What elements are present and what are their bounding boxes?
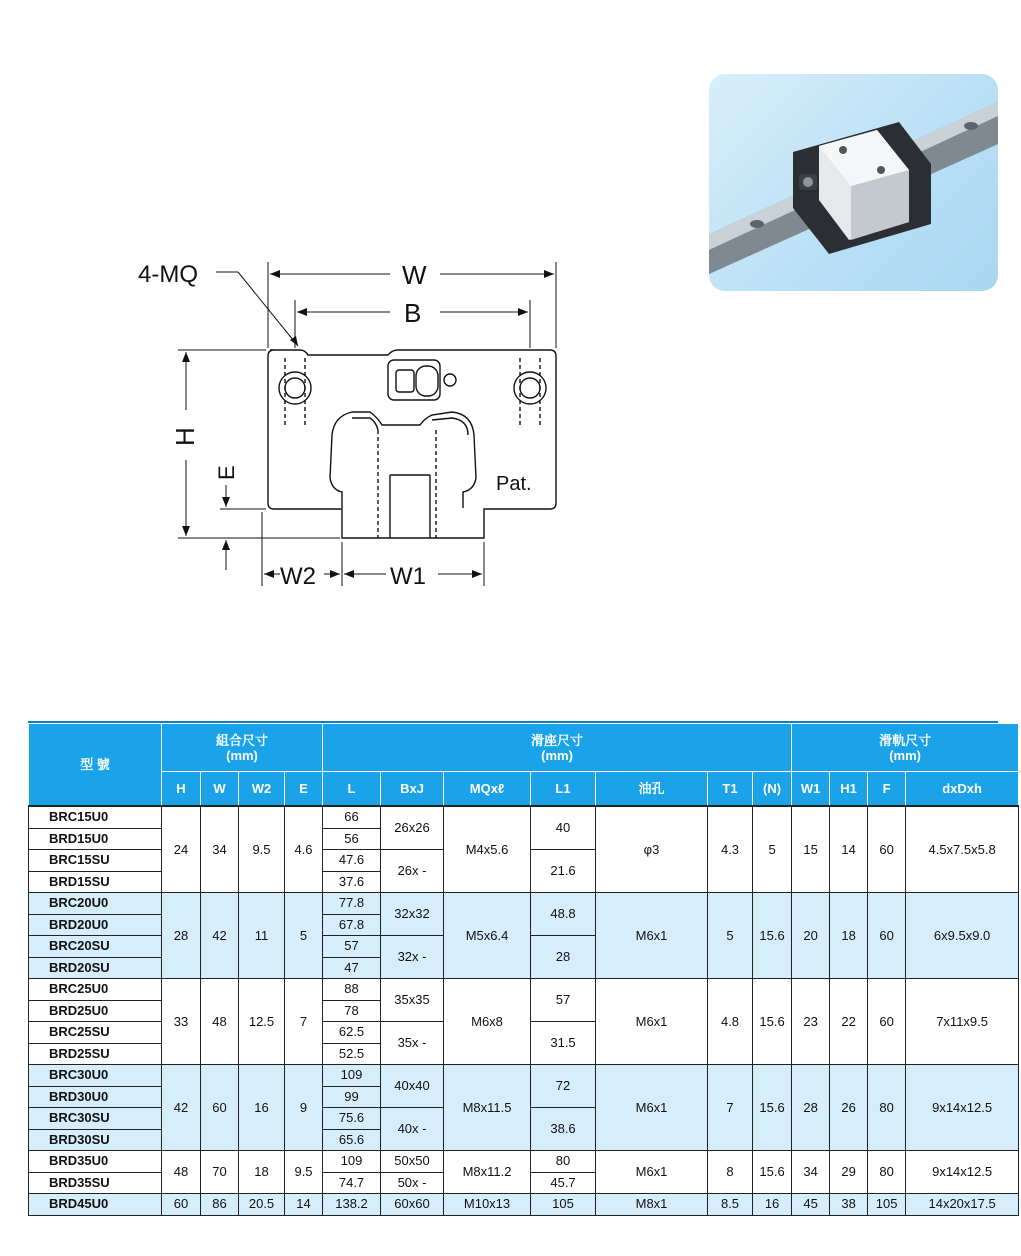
- cell-l: 47: [323, 957, 381, 979]
- cell-h: 24: [162, 806, 201, 893]
- cell-n: 15.6: [753, 1151, 792, 1194]
- table-row: [29, 893, 1019, 915]
- cell-l: 78: [323, 1000, 381, 1022]
- cell-h: 60: [162, 1194, 201, 1216]
- cell-bxj: 50x -: [381, 1172, 444, 1194]
- cell-l1: 48.8: [531, 893, 596, 936]
- cell-dxdxh: 9x14x12.5: [906, 1065, 1019, 1151]
- cell-l: 56: [323, 828, 381, 850]
- cell-bxj: 40x40: [381, 1065, 444, 1108]
- product-photo: [709, 74, 998, 291]
- cell-l: 37.6: [323, 871, 381, 893]
- label-pat: Pat.: [496, 473, 532, 495]
- cell-w: 48: [201, 979, 239, 1065]
- cell-t1: 7: [708, 1065, 753, 1151]
- cell-h: 42: [162, 1065, 201, 1151]
- model-cell: BRD15SU: [29, 871, 162, 893]
- header-col: L: [323, 772, 381, 807]
- cell-dxdxh: 7x11x9.5: [906, 979, 1019, 1065]
- cell-n: 16: [753, 1194, 792, 1216]
- cell-mq: M6x8: [444, 979, 531, 1065]
- cell-f: 80: [868, 1151, 906, 1194]
- header-col: W1: [792, 772, 830, 807]
- cell-w1: 23: [792, 979, 830, 1065]
- cell-h: 28: [162, 893, 201, 979]
- cell-w2: 18: [239, 1151, 285, 1194]
- cell-l1: 40: [531, 806, 596, 850]
- cell-oil-hole: M6x1: [596, 1065, 708, 1151]
- label-e: E: [214, 465, 239, 480]
- header-rail: 滑軌尺寸 (mm): [792, 724, 1019, 772]
- cell-bxj: 32x -: [381, 936, 444, 979]
- model-cell: BRD20SU: [29, 957, 162, 979]
- cell-e: 4.6: [285, 806, 323, 893]
- cell-mq: M8x11.5: [444, 1065, 531, 1151]
- cell-w: 60: [201, 1065, 239, 1151]
- header-col: H1: [830, 772, 868, 807]
- model-cell: BRD30SU: [29, 1129, 162, 1151]
- cell-w2: 11: [239, 893, 285, 979]
- cell-h: 33: [162, 979, 201, 1065]
- cell-oil-hole: M6x1: [596, 1151, 708, 1194]
- specification-table: [28, 723, 1019, 1216]
- cell-mq: M5x6.4: [444, 893, 531, 979]
- cell-l1: 21.6: [531, 850, 596, 893]
- cell-h1: 38: [830, 1194, 868, 1216]
- cell-l: 88: [323, 979, 381, 1001]
- model-cell: BRC25SU: [29, 1022, 162, 1044]
- bolt-left: [279, 372, 311, 404]
- cell-t1: 5: [708, 893, 753, 979]
- cell-l: 62.5: [323, 1022, 381, 1044]
- cell-dxdxh: 6x9.5x9.0: [906, 893, 1019, 979]
- header-model: 型 號: [29, 724, 162, 807]
- label-w2: W2: [280, 563, 316, 590]
- cell-l: 138.2: [323, 1194, 381, 1216]
- cell-mq: M10x13: [444, 1194, 531, 1216]
- cell-bxj: 32x32: [381, 893, 444, 936]
- model-cell: BRD15U0: [29, 828, 162, 850]
- cell-bxj: 35x35: [381, 979, 444, 1022]
- header-col: W: [201, 772, 239, 807]
- model-cell: BRC30SU: [29, 1108, 162, 1130]
- cell-n: 15.6: [753, 1065, 792, 1151]
- cell-l: 77.8: [323, 893, 381, 915]
- cell-w: 70: [201, 1151, 239, 1194]
- cell-e: 7: [285, 979, 323, 1065]
- cell-l: 66: [323, 806, 381, 828]
- model-cell: BRD35SU: [29, 1172, 162, 1194]
- cell-oil-hole: M6x1: [596, 979, 708, 1065]
- cell-l: 57: [323, 936, 381, 958]
- cell-w1: 20: [792, 893, 830, 979]
- model-cell: BRC20U0: [29, 893, 162, 915]
- cell-bxj: 60x60: [381, 1194, 444, 1216]
- header-assembly: 組合尺寸 (mm): [162, 724, 323, 772]
- header-col: E: [285, 772, 323, 807]
- cell-t1: 4.8: [708, 979, 753, 1065]
- header-col: dxDxh: [906, 772, 1019, 807]
- cell-e: 9: [285, 1065, 323, 1151]
- cell-l1: 105: [531, 1194, 596, 1216]
- cell-dxdxh: 14x20x17.5: [906, 1194, 1019, 1216]
- model-cell: BRC15U0: [29, 806, 162, 828]
- cell-t1: 8.5: [708, 1194, 753, 1216]
- cell-l1: 45.7: [531, 1172, 596, 1194]
- cell-w1: 45: [792, 1194, 830, 1216]
- cell-oil-hole: φ3: [596, 806, 708, 893]
- header-col: 油孔: [596, 772, 708, 807]
- cell-dxdxh: 9x14x12.5: [906, 1151, 1019, 1194]
- cell-w2: 16: [239, 1065, 285, 1151]
- cell-l: 67.8: [323, 914, 381, 936]
- bolt-right: [514, 372, 546, 404]
- cell-l: 52.5: [323, 1043, 381, 1065]
- table-row: [29, 806, 1019, 828]
- label-w1: W1: [390, 563, 426, 590]
- cell-bxj: 40x -: [381, 1108, 444, 1151]
- cell-n: 15.6: [753, 893, 792, 979]
- model-cell: BRC15SU: [29, 850, 162, 872]
- label-b: B: [404, 298, 422, 328]
- header-col: T1: [708, 772, 753, 807]
- cell-bxj: 50x50: [381, 1151, 444, 1173]
- block-outline: [268, 350, 556, 538]
- linear-guide-illustration: [709, 74, 998, 291]
- cell-h1: 18: [830, 893, 868, 979]
- cell-dxdxh: 4.5x7.5x5.8: [906, 806, 1019, 893]
- cell-w: 86: [201, 1194, 239, 1216]
- cell-w: 34: [201, 806, 239, 893]
- cell-w1: 15: [792, 806, 830, 893]
- cell-l1: 38.6: [531, 1108, 596, 1151]
- header-col: L1: [531, 772, 596, 807]
- cell-l: 109: [323, 1151, 381, 1173]
- cell-n: 15.6: [753, 979, 792, 1065]
- cell-mq: M4x5.6: [444, 806, 531, 893]
- cell-e: 5: [285, 893, 323, 979]
- model-cell: BRC30U0: [29, 1065, 162, 1087]
- header-col: H: [162, 772, 201, 807]
- header-col: MQxℓ: [444, 772, 531, 807]
- table-row: [29, 1194, 1019, 1216]
- cell-w1: 34: [792, 1151, 830, 1194]
- cell-h1: 22: [830, 979, 868, 1065]
- cell-bxj: 35x -: [381, 1022, 444, 1065]
- cell-l: 99: [323, 1086, 381, 1108]
- cell-h1: 14: [830, 806, 868, 893]
- cell-oil-hole: M6x1: [596, 893, 708, 979]
- cell-e: 9.5: [285, 1151, 323, 1194]
- model-cell: BRC25U0: [29, 979, 162, 1001]
- header-col: W2: [239, 772, 285, 807]
- cell-l: 109: [323, 1065, 381, 1087]
- cell-oil-hole: M8x1: [596, 1194, 708, 1216]
- cell-l1: 28: [531, 936, 596, 979]
- cell-t1: 4.3: [708, 806, 753, 893]
- cell-mq: M8x11.2: [444, 1151, 531, 1194]
- cell-e: 14: [285, 1194, 323, 1216]
- cell-l: 74.7: [323, 1172, 381, 1194]
- model-cell: BRD45U0: [29, 1194, 162, 1216]
- table-row: [29, 979, 1019, 1001]
- model-cell: BRD25SU: [29, 1043, 162, 1065]
- cell-f: 60: [868, 806, 906, 893]
- cell-w2: 20.5: [239, 1194, 285, 1216]
- model-cell: BRD30U0: [29, 1086, 162, 1108]
- cell-l: 47.6: [323, 850, 381, 872]
- cell-f: 105: [868, 1194, 906, 1216]
- cell-l: 75.6: [323, 1108, 381, 1130]
- cell-h1: 29: [830, 1151, 868, 1194]
- cell-l1: 31.5: [531, 1022, 596, 1065]
- model-cell: BRD25U0: [29, 1000, 162, 1022]
- cell-bxj: 26x26: [381, 806, 444, 850]
- label-w: W: [402, 260, 427, 290]
- model-cell: BRD20U0: [29, 914, 162, 936]
- header-col: (N): [753, 772, 792, 807]
- header-block: 滑座尺寸 (mm): [323, 724, 792, 772]
- model-cell: BRC20SU: [29, 936, 162, 958]
- cell-l1: 80: [531, 1151, 596, 1173]
- block-cross-section-diagram: [120, 250, 580, 600]
- model-cell: BRD35U0: [29, 1151, 162, 1173]
- cell-w1: 28: [792, 1065, 830, 1151]
- header-col: F: [868, 772, 906, 807]
- cell-l: 65.6: [323, 1129, 381, 1151]
- cell-h: 48: [162, 1151, 201, 1194]
- label-4-mq: 4-MQ: [138, 261, 198, 288]
- cell-w: 42: [201, 893, 239, 979]
- cell-f: 80: [868, 1065, 906, 1151]
- cell-l1: 57: [531, 979, 596, 1022]
- table-row: [29, 1065, 1019, 1087]
- cell-w2: 9.5: [239, 806, 285, 893]
- cell-l1: 72: [531, 1065, 596, 1108]
- header-col: BxJ: [381, 772, 444, 807]
- cell-h1: 26: [830, 1065, 868, 1151]
- cell-f: 60: [868, 893, 906, 979]
- cell-n: 5: [753, 806, 792, 893]
- rail-channel: [330, 412, 476, 508]
- cell-t1: 8: [708, 1151, 753, 1194]
- label-h: H: [170, 427, 200, 446]
- table-row: [29, 1151, 1019, 1173]
- cell-f: 60: [868, 979, 906, 1065]
- cell-w2: 12.5: [239, 979, 285, 1065]
- cell-bxj: 26x -: [381, 850, 444, 893]
